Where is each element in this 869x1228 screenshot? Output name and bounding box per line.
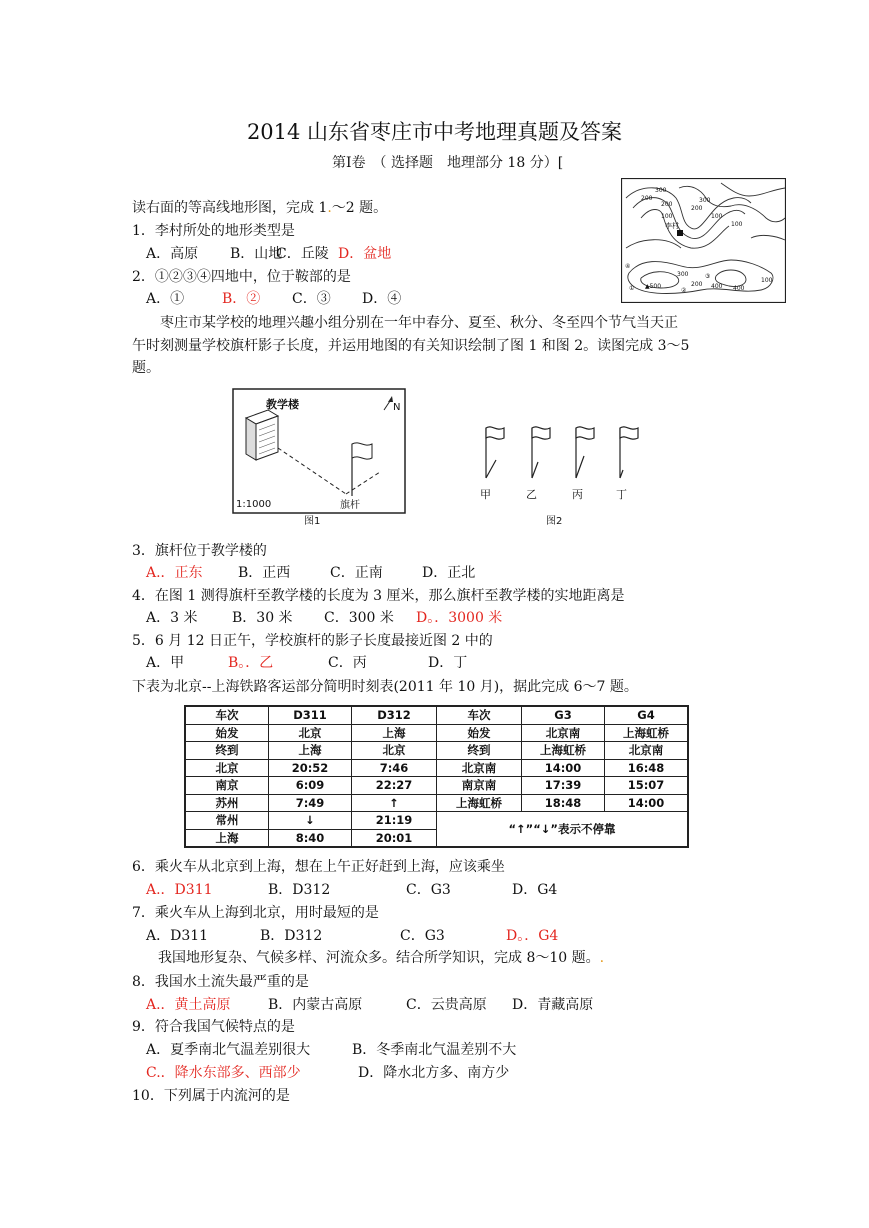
table-cell: 14:00 — [605, 794, 689, 812]
svg-text:400: 400 — [733, 285, 745, 292]
table-cell: 车次 — [185, 706, 269, 724]
question-5-options — [146, 654, 467, 672]
option-a[interactable]: A．D311 — [146, 928, 209, 944]
option-d-answer[interactable]: D．盆地 — [338, 246, 392, 262]
table-cell: 18:48 — [522, 794, 605, 812]
table-cell: 苏州 — [185, 794, 269, 812]
table-cell: 6:09 — [269, 777, 352, 795]
question-5-stem: 5．6 月 12 日正午，学校旗杆的影子长度最接近图 2 中的 — [132, 633, 493, 649]
paragraph-2-line-2: 午时刻测量学校旗杆影子长度，并运用地图的有关知识绘制了图 1 和图 2。读图完成 3～5 — [132, 338, 690, 354]
question-8-options — [146, 996, 593, 1014]
option-b-answer[interactable]: B。．乙 — [228, 655, 274, 671]
option-d[interactable]: D．青藏高原 — [512, 997, 594, 1013]
option-c[interactable]: C．丙 — [328, 655, 367, 671]
question-2-stem: 2．①②③④四地中，位于鞍部的是 — [132, 269, 351, 285]
paragraph-2-line-3: 题。 — [132, 360, 160, 376]
option-c[interactable]: C．G3 — [406, 882, 451, 898]
svg-text:200: 200 — [691, 205, 703, 212]
option-a[interactable]: A．3 米 — [146, 610, 198, 626]
table-row — [185, 759, 688, 777]
table-cell: 16:48 — [605, 759, 689, 777]
table-cell: 7:46 — [352, 759, 437, 777]
option-a[interactable]: A．① — [146, 291, 185, 307]
svg-text:200: 200 — [661, 201, 673, 208]
table-cell: 17:39 — [522, 777, 605, 795]
option-b-answer[interactable]: B．② — [222, 291, 261, 307]
table-cell: 上海虹桥 — [522, 742, 605, 760]
table-cell: 始发 — [437, 724, 522, 742]
table-cell: D312 — [352, 706, 437, 724]
question-9-stem: 9．符合我国气候特点的是 — [132, 1019, 295, 1035]
fig2-label-bing: 丙 — [572, 488, 583, 501]
table-cell: 上海 — [185, 829, 269, 847]
table-cell: 南京 — [185, 777, 269, 795]
option-c[interactable]: C．正南 — [330, 565, 383, 581]
svg-text:④: ④ — [625, 263, 631, 270]
fig2-label-yi: 乙 — [526, 488, 537, 501]
table-cell: 北京南 — [437, 759, 522, 777]
question-2-options — [146, 290, 401, 308]
option-b[interactable]: B．正西 — [238, 565, 291, 581]
table-cell: 上海虹桥 — [437, 794, 522, 812]
table-row — [185, 706, 688, 724]
question-1-options — [146, 245, 391, 263]
svg-text:▲500: ▲500 — [645, 283, 662, 290]
svg-text:①: ① — [629, 285, 635, 292]
table-row — [185, 777, 688, 795]
option-c[interactable]: C．300 米 — [324, 610, 394, 626]
option-c[interactable]: C．③ — [292, 291, 331, 307]
svg-text:300: 300 — [655, 187, 667, 194]
table-cell: 22:27 — [352, 777, 437, 795]
svg-text:200: 200 — [641, 195, 653, 202]
contour-map — [621, 178, 786, 303]
north-label: N — [393, 402, 401, 413]
question-8-stem: 8．我国水土流失最严重的是 — [132, 974, 309, 990]
option-b[interactable]: B．内蒙古高原 — [268, 997, 363, 1013]
building-label: 教学楼 — [266, 398, 299, 411]
option-d[interactable]: D．G4 — [512, 882, 558, 898]
option-a-answer[interactable]: A.．黄土高原 — [146, 997, 231, 1013]
option-d[interactable]: D．降水北方多、南方少 — [358, 1065, 510, 1081]
option-b[interactable]: B．D312 — [268, 882, 331, 898]
section-subtitle: 第Ⅰ卷 （ 选择题 地理部分 18 分）[ — [332, 155, 564, 171]
option-c[interactable]: C．丘陵 — [276, 246, 329, 262]
village-label: 李村 — [665, 222, 679, 230]
question-10-stem: 10．下列属于内流河的是 — [132, 1088, 290, 1104]
table-cell: 北京 — [185, 759, 269, 777]
question-3-stem: 3．旗杆位于教学楼的 — [132, 543, 267, 559]
figure-2-caption: 图2 — [546, 516, 563, 527]
figure-1 — [232, 388, 407, 530]
option-d[interactable]: D．丁 — [428, 655, 468, 671]
paragraph-2-line-1: 枣庄市某学校的地理兴趣小组分别在一年中春分、夏至、秋分、冬至四个节气当天正 — [160, 315, 678, 331]
intro-tail: ～2 题。 — [331, 200, 388, 216]
table-cell: ↑ — [352, 794, 437, 812]
figure-2 — [474, 420, 644, 530]
table-note: “↑”“↓”表示不停靠 — [437, 812, 689, 848]
paragraph-3 — [158, 949, 604, 967]
table-cell: 8:40 — [269, 829, 352, 847]
svg-text:100: 100 — [661, 213, 673, 220]
table-cell: 北京 — [352, 742, 437, 760]
option-b[interactable]: B．30 米 — [232, 610, 293, 626]
table-cell: 常州 — [185, 812, 269, 830]
option-a-answer[interactable]: A.．正东 — [146, 565, 203, 581]
option-d-answer[interactable]: D。．3000 米 — [416, 610, 503, 626]
table-cell: 北京 — [269, 724, 352, 742]
marker-dot: . — [327, 200, 332, 216]
option-c[interactable]: C．云贵高原 — [406, 997, 487, 1013]
page-title: 2014 山东省枣庄市中考地理真题及答案 — [246, 120, 623, 144]
table-cell: G3 — [522, 706, 605, 724]
svg-text:③: ③ — [705, 273, 711, 280]
question-3-options — [146, 564, 475, 582]
table-cell: 15:07 — [605, 777, 689, 795]
svg-text:②: ② — [681, 287, 687, 294]
table-cell: 20:01 — [352, 829, 437, 847]
table-cell: 上海虹桥 — [605, 724, 689, 742]
option-d-answer[interactable]: D。．G4 — [506, 928, 559, 944]
table-intro: 下表为北京--上海铁路客运部分简明时刻表(2011 年 10 月)，据此完成 6～7 题。 — [132, 679, 638, 695]
option-b[interactable]: B．冬季南北气温差别不大 — [352, 1042, 517, 1058]
table-row — [185, 724, 688, 742]
option-d[interactable]: D．④ — [362, 291, 402, 307]
question-9-options-row-2 — [146, 1064, 509, 1082]
intro-line — [132, 199, 387, 217]
option-d[interactable]: D．正北 — [422, 565, 476, 581]
table-cell: 北京南 — [522, 724, 605, 742]
question-7-options — [146, 927, 558, 945]
table-cell: 7:49 — [269, 794, 352, 812]
table-cell: 北京南 — [605, 742, 689, 760]
svg-text:400: 400 — [711, 283, 723, 290]
table-cell: 终到 — [437, 742, 522, 760]
svg-text:300: 300 — [677, 271, 689, 278]
table-cell: 车次 — [437, 706, 522, 724]
table-cell: 上海 — [352, 724, 437, 742]
option-c-answer[interactable]: C.．降水东部多、西部少 — [146, 1065, 301, 1081]
option-c[interactable]: C．G3 — [400, 928, 445, 944]
table-row — [185, 742, 688, 760]
table-row — [185, 794, 688, 812]
marker-dot: . — [599, 950, 605, 966]
table-cell: 14:00 — [522, 759, 605, 777]
table-cell: 20:52 — [269, 759, 352, 777]
question-1-stem: 1．李村所处的地形类型是 — [132, 223, 295, 239]
question-7-stem: 7．乘火车从上海到北京，用时最短的是 — [132, 905, 379, 921]
question-9-options-row-1 — [146, 1041, 516, 1059]
table-cell: 终到 — [185, 742, 269, 760]
paragraph-3-text: 我国地形复杂、气候多样、河流众多。结合所学知识，完成 8～10 题。 — [158, 950, 600, 966]
fig2-label-ding: 丁 — [616, 488, 627, 501]
svg-text:200: 200 — [691, 281, 703, 288]
question-4-stem: 4．在图 1 测得旗杆至教学楼的长度为 3 厘米，那么旗杆至教学楼的实地距离是 — [132, 588, 625, 604]
table-cell: 上海 — [269, 742, 352, 760]
option-a[interactable]: A．夏季南北气温差别很大 — [146, 1042, 311, 1058]
svg-text:100: 100 — [711, 213, 723, 220]
table-cell: 21:19 — [352, 812, 437, 830]
table-cell: 始发 — [185, 724, 269, 742]
table-cell: G4 — [605, 706, 689, 724]
figure-1-caption: 图1 — [304, 516, 321, 527]
svg-text:100: 100 — [731, 221, 743, 228]
option-b[interactable]: B．山地 — [230, 246, 283, 262]
option-a[interactable]: A．高原 — [146, 246, 199, 262]
option-b[interactable]: B．D312 — [260, 928, 323, 944]
intro-text: 读右面的等高线地形图，完成 1 — [132, 200, 328, 216]
table-cell: 南京南 — [437, 777, 522, 795]
question-4-options — [146, 609, 502, 627]
table-cell: ↓ — [269, 812, 352, 830]
timetable — [184, 705, 689, 848]
scale-label: 1:1000 — [236, 499, 272, 510]
option-a[interactable]: A．甲 — [146, 655, 185, 671]
svg-text:300: 300 — [699, 197, 711, 204]
question-6-options — [146, 881, 557, 899]
table-row — [185, 812, 688, 830]
fig2-label-jia: 甲 — [480, 488, 491, 501]
svg-text:100: 100 — [761, 277, 773, 284]
question-6-stem: 6．乘火车从北京到上海，想在上午正好赶到上海，应该乘坐 — [132, 859, 505, 875]
flagpole-label: 旗杆 — [340, 500, 360, 511]
table-cell: D311 — [269, 706, 352, 724]
option-a-answer[interactable]: A.．D311 — [146, 882, 213, 898]
